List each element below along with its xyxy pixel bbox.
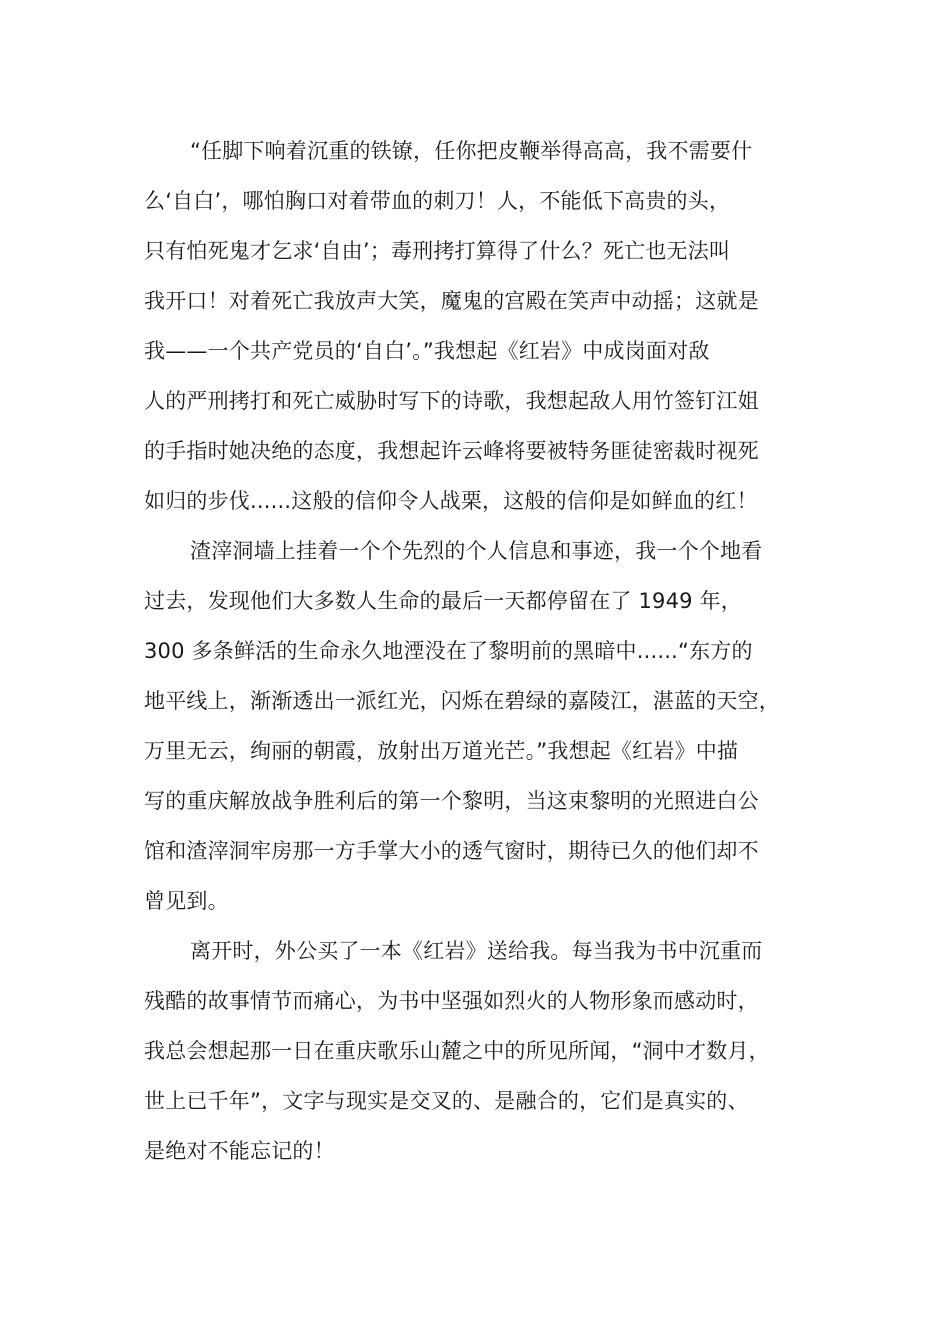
text-line: 馆和渣滓洞牢房那一方手掌大小的透气窗时，期待已久的他们却不 — [144, 839, 759, 863]
text-line: 300 多条鲜活的生命永久地湮没在了黎明前的黑暗中......“东方的 — [144, 639, 753, 663]
text-line: 写的重庆解放战争胜利后的第一个黎明，当这束黎明的光照进白公 — [144, 789, 759, 813]
text-line: 的手指时她决绝的态度，我想起许云峰将要被特务匪徒密裁时视死 — [144, 439, 759, 463]
text-line: 是绝对不能忘记的！ — [144, 1139, 335, 1163]
text-line: 世上已千年”，文字与现实是交叉的、是融合的，它们是真实的、 — [144, 1089, 749, 1113]
text-line: 曾见到。 — [144, 889, 229, 913]
text-line: 过去，发现他们大多数人生命的最后一天都停留在了 1949 年， — [144, 589, 742, 613]
text-line: 残酷的故事情节而痛心，为书中坚强如烈火的人物形象而感动时， — [144, 989, 759, 1013]
text-line: 我——一个共产党员的‘自白’。”我想起《红岩》中成岗面对敌 — [144, 339, 710, 363]
text-line: 人的严刑拷打和死亡威胁时写下的诗歌，我想起敌人用竹签钉江姐 — [144, 389, 759, 413]
text-line: 么‘自白’，哪怕胸口对着带血的刺刀！人，不能低下高贵的头， — [144, 189, 731, 213]
text-line: 渣滓洞墙上挂着一个个先烈的个人信息和事迹，我一个个地看 — [190, 539, 763, 563]
text-line: 如归的步伐......这般的信仰令人战栗，这般的信仰是如鲜血的红！ — [144, 489, 758, 513]
text-line: 离开时，外公买了一本《红岩》送给我。每当我为书中沉重而 — [190, 939, 763, 963]
text-line: 只有怕死鬼才乞求‘自由’；毒刑拷打算得了什么？死亡也无法叫 — [144, 239, 731, 263]
text-line: “任脚下响着沉重的铁镣，任你把皮鞭举得高高，我不需要什 — [190, 139, 753, 163]
text-line: 我总会想起那一日在重庆歌乐山麓之中的所见所闻，“洞中才数月， — [144, 1039, 770, 1063]
text-line: 地平线上，渐渐透出一派红光，闪烁在碧绿的嘉陵江，湛蓝的天空， — [144, 689, 780, 713]
text-line: 万里无云，绚丽的朝霞，放射出万道光芒。”我想起《红岩》中描 — [144, 739, 739, 763]
text-line: 我开口！对着死亡我放声大笑，魔鬼的宫殿在笑声中动摇；这就是 — [144, 289, 759, 313]
